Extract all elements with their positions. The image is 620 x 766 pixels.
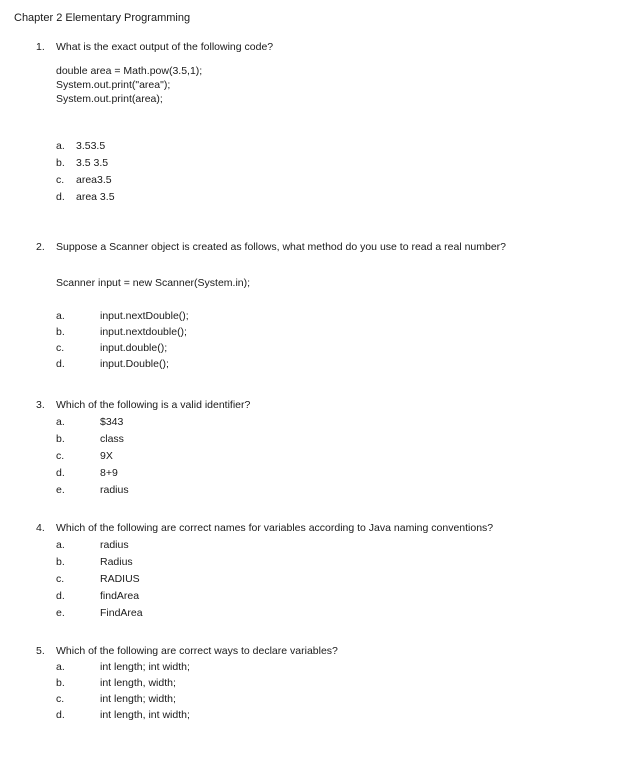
question-number: 3.	[36, 399, 45, 411]
code-block	[56, 64, 596, 106]
options-list	[56, 138, 596, 206]
option-text: int length, int width;	[100, 709, 190, 721]
option-letter: a.	[56, 661, 65, 673]
option-text: 9X	[100, 450, 113, 462]
option-c	[56, 172, 596, 189]
option-letter: e.	[56, 484, 65, 496]
question-number: 1.	[36, 41, 45, 53]
option-text: 8+9	[100, 467, 118, 479]
option-letter: d.	[56, 358, 65, 370]
question-text: Which of the following is a valid identifier?	[56, 399, 251, 411]
option-text: findArea	[100, 590, 140, 602]
option-letter: b.	[56, 556, 65, 568]
code-block	[56, 276, 596, 290]
option-text: input.nextdouble();	[100, 326, 187, 338]
option-text: class	[100, 433, 124, 445]
option-text: 3.53.5	[76, 140, 106, 152]
option-text: input.nextDouble();	[100, 310, 189, 322]
option-text: radius	[100, 484, 129, 496]
option-letter: c.	[56, 450, 65, 462]
option-letter: d.	[56, 191, 65, 203]
option-letter: b.	[56, 433, 65, 445]
options-list	[56, 414, 596, 499]
option-b	[56, 554, 596, 571]
code-line: double area = Math.pow(3.5,1);	[56, 65, 203, 77]
option-b	[56, 431, 596, 448]
question-1	[36, 40, 596, 206]
option-letter: a.	[56, 416, 65, 428]
option-text: input.double();	[100, 342, 168, 354]
option-d	[56, 356, 596, 372]
option-d	[56, 465, 596, 482]
option-a	[56, 414, 596, 431]
option-a	[56, 138, 596, 155]
option-b	[56, 324, 596, 340]
option-text: area 3.5	[76, 191, 115, 203]
option-a	[56, 537, 596, 554]
question-2-prompt	[36, 240, 596, 254]
option-letter: d.	[56, 590, 65, 602]
option-letter: c.	[56, 693, 65, 705]
option-a	[56, 308, 596, 324]
question-number: 4.	[36, 522, 45, 534]
option-c	[56, 448, 596, 465]
question-text: Which of the following are correct ways to declare variables?	[56, 645, 338, 657]
option-text: radius	[100, 539, 129, 551]
option-letter: c.	[56, 342, 65, 354]
option-text: int length; int width;	[100, 661, 190, 673]
question-4-prompt	[36, 521, 596, 535]
option-text: input.Double();	[100, 358, 169, 370]
option-b	[56, 155, 596, 172]
question-3	[36, 398, 596, 499]
option-text: int length; width;	[100, 693, 176, 705]
question-4	[36, 521, 596, 622]
question-5-prompt	[36, 644, 596, 658]
question-text: Which of the following are correct names for variables according to Java naming conventions?	[56, 522, 494, 534]
option-text: $343	[100, 416, 124, 428]
code-line: Scanner input = new Scanner(System.in);	[56, 277, 251, 289]
option-c	[56, 571, 596, 588]
options-list	[56, 537, 596, 622]
question-5	[36, 644, 596, 723]
option-text: area3.5	[76, 174, 112, 186]
option-e	[56, 482, 596, 499]
option-text: 3.5 3.5	[76, 157, 109, 169]
option-letter: b.	[56, 157, 65, 169]
options-list	[56, 659, 596, 723]
code-line: System.out.print("area");	[56, 79, 171, 91]
option-a	[56, 659, 596, 675]
option-letter: d.	[56, 709, 65, 721]
question-number: 2.	[36, 241, 45, 253]
option-letter: a.	[56, 539, 65, 551]
option-text: Radius	[100, 556, 133, 568]
option-letter: b.	[56, 326, 65, 338]
question-number: 5.	[36, 645, 45, 657]
option-letter: d.	[56, 467, 65, 479]
options-list	[56, 308, 596, 372]
option-text: RADIUS	[100, 573, 140, 585]
question-2	[36, 240, 596, 372]
option-letter: a.	[56, 140, 65, 152]
option-letter: b.	[56, 677, 65, 689]
option-text: FindArea	[100, 607, 143, 619]
option-letter: c.	[56, 174, 65, 186]
question-text: Suppose a Scanner object is created as follows, what method do you use to read a real number?	[56, 241, 507, 253]
question-1-prompt	[36, 40, 596, 54]
option-e	[56, 605, 596, 622]
option-letter: e.	[56, 607, 65, 619]
question-text: What is the exact output of the following code?	[56, 41, 274, 53]
option-c	[56, 340, 596, 356]
option-d	[56, 189, 596, 206]
chapter-title: Chapter 2 Elementary Programming	[14, 12, 191, 24]
question-3-prompt	[36, 398, 596, 412]
option-c	[56, 691, 596, 707]
option-d	[56, 707, 596, 723]
code-line: System.out.print(area);	[56, 93, 163, 105]
option-d	[56, 588, 596, 605]
option-text: int length, width;	[100, 677, 176, 689]
option-b	[56, 675, 596, 691]
option-letter: a.	[56, 310, 65, 322]
option-letter: c.	[56, 573, 65, 585]
